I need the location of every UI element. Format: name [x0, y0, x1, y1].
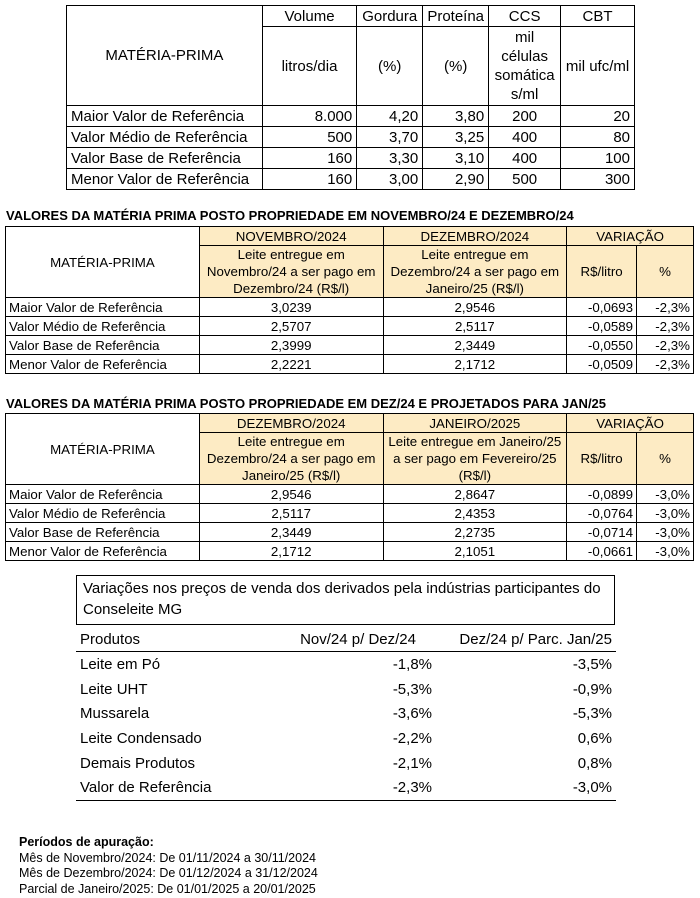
cell: 300	[561, 169, 635, 190]
cell: 500	[489, 169, 561, 190]
variation-unit: %	[637, 246, 694, 298]
variation-unit: %	[637, 433, 694, 485]
cell: -2,3%	[637, 355, 694, 374]
cell: 3,00	[357, 169, 423, 190]
cell: 8.000	[262, 106, 356, 127]
table-row	[76, 751, 616, 776]
cell: 3,30	[357, 148, 423, 169]
table-row	[67, 106, 635, 127]
col-header: Dez/24 p/ Parc. Jan/25	[436, 627, 616, 652]
cell: 2,2735	[383, 523, 567, 542]
row-label: Valor Médio de Referência	[6, 504, 200, 523]
col-header: Volume	[262, 6, 356, 27]
table-row	[6, 504, 694, 523]
cell: -0,0550	[567, 336, 637, 355]
cell: -0,0661	[567, 542, 637, 561]
product-name: Leite UHT	[80, 680, 148, 698]
col-header: DEZEMBRO/2024	[199, 414, 383, 433]
cell: 2,3449	[383, 336, 567, 355]
cell: -3,0%	[637, 523, 694, 542]
cell: 0,6%	[577, 729, 612, 747]
row-label: Valor Base de Referência	[6, 523, 200, 542]
cell: -2,2%	[392, 729, 432, 747]
col-description: Leite entregue em Dezembro/24 a ser pago em Janeiro/25 (R$/l)	[383, 246, 567, 298]
table-row	[6, 523, 694, 542]
cell: 2,9546	[199, 485, 383, 504]
variation-header: VARIAÇÃO	[567, 227, 694, 246]
col-header: CBT	[561, 6, 635, 27]
cell: 2,1712	[199, 542, 383, 561]
col-header: Gordura	[357, 6, 423, 27]
cell: -5,3%	[392, 680, 432, 698]
cell: 160	[262, 169, 356, 190]
dec-jan-prices-table	[5, 413, 694, 561]
cell: 2,4353	[383, 504, 567, 523]
cell: 2,1712	[383, 355, 567, 374]
row-label: Maior Valor de Referência	[6, 298, 200, 317]
cell: 3,70	[357, 127, 423, 148]
col-header: NOVEMBRO/2024	[199, 227, 383, 246]
note-line: Mês de Dezembro/2024: De 01/12/2024 a 31/12/2024	[19, 866, 318, 880]
cell: -5,3%	[572, 705, 612, 723]
col-header: Produtos	[76, 627, 266, 652]
cell: 500	[262, 127, 356, 148]
note-line: Parcial de Janeiro/2025: De 01/01/2025 a 20/01/2025	[19, 881, 316, 896]
col-header: DEZEMBRO/2024	[383, 227, 567, 246]
notes-title: Períodos de apuração:	[19, 835, 154, 849]
cell: 3,0239	[199, 298, 383, 317]
cell: 0,8%	[577, 754, 612, 772]
cell: 4,20	[357, 106, 423, 127]
table-row	[76, 726, 616, 751]
row-label: Valor Médio de Referência	[67, 127, 263, 148]
cell: -3,0%	[637, 542, 694, 561]
cell: 100	[561, 148, 635, 169]
cell: -0,0693	[567, 298, 637, 317]
row-label: Menor Valor de Referência	[6, 355, 200, 374]
periods-notes	[19, 835, 318, 897]
cell: 3,25	[423, 127, 489, 148]
row-label: Menor Valor de Referência	[67, 169, 263, 190]
table-row	[76, 652, 616, 677]
cell: 80	[561, 127, 635, 148]
variation-unit: R$/litro	[567, 433, 637, 485]
row-label: Menor Valor de Referência	[6, 542, 200, 561]
cell: -2,3%	[637, 317, 694, 336]
product-name: Leite em Pó	[80, 655, 161, 673]
row-header: MATÉRIA-PRIMA	[67, 6, 263, 106]
cell: -3,0%	[637, 485, 694, 504]
table-row	[67, 169, 635, 190]
section-title: VALORES DA MATÉRIA PRIMA POSTO PROPRIEDADE EM NOVEMBRO/24 E DEZEMBRO/24	[6, 208, 574, 223]
table-row	[6, 355, 694, 374]
table-row	[76, 775, 616, 800]
table-row	[76, 677, 616, 702]
cell: 3,80	[423, 106, 489, 127]
row-label: Valor Médio de Referência	[6, 317, 200, 336]
col-unit: (%)	[357, 27, 423, 106]
product-name: Leite Condensado	[80, 729, 202, 747]
derivatives-variation-table	[76, 627, 616, 801]
cell: 200	[489, 106, 561, 127]
row-header: MATÉRIA-PRIMA	[6, 227, 200, 298]
cell: 2,5707	[199, 317, 383, 336]
col-header: CCS	[489, 6, 561, 27]
cell: -2,1%	[392, 754, 432, 772]
table-row	[6, 336, 694, 355]
table-row	[67, 127, 635, 148]
row-header: MATÉRIA-PRIMA	[6, 414, 200, 485]
cell: -3,5%	[572, 655, 612, 673]
cell: -0,0764	[567, 504, 637, 523]
cell: 2,5117	[199, 504, 383, 523]
cell: 2,5117	[383, 317, 567, 336]
note-line: Mês de Novembro/2024: De 01/11/2024 a 30/11/2024	[19, 850, 316, 865]
cell: 2,90	[423, 169, 489, 190]
cell: 2,8647	[383, 485, 567, 504]
table-row	[6, 317, 694, 336]
nov-dec-prices-table	[5, 226, 694, 374]
row-label: Maior Valor de Referência	[6, 485, 200, 504]
cell: -0,0589	[567, 317, 637, 336]
cell: -3,6%	[392, 705, 432, 723]
col-unit: mil ufc/ml	[561, 27, 635, 106]
cell: 2,9546	[383, 298, 567, 317]
variation-unit: R$/litro	[567, 246, 637, 298]
reference-standards-table	[66, 5, 635, 190]
cell: 400	[489, 148, 561, 169]
cell: 2,3449	[199, 523, 383, 542]
cell: 2,2221	[199, 355, 383, 374]
col-unit: litros/dia	[262, 27, 356, 106]
col-unit: (%)	[423, 27, 489, 106]
cell: 160	[262, 148, 356, 169]
cell: -0,0899	[567, 485, 637, 504]
cell: 20	[561, 106, 635, 127]
row-label: Valor Base de Referência	[6, 336, 200, 355]
product-name: Mussarela	[80, 705, 150, 723]
cell: -3,0%	[637, 504, 694, 523]
col-unit: mil células somática s/ml	[489, 27, 561, 106]
col-description: Leite entregue em Dezembro/24 a ser pago em Janeiro/25 (R$/l)	[199, 433, 383, 485]
table-row	[67, 148, 635, 169]
col-header: Nov/24 p/ Dez/24	[266, 627, 436, 652]
row-label: Valor Base de Referência	[67, 148, 263, 169]
product-name: Demais Produtos	[80, 754, 196, 772]
cell: -0,0509	[567, 355, 637, 374]
product-name: Valor de Referência	[80, 779, 212, 797]
cell: 3,10	[423, 148, 489, 169]
row-label: Maior Valor de Referência	[67, 106, 263, 127]
col-header: JANEIRO/2025	[383, 414, 567, 433]
col-header: Proteína	[423, 6, 489, 27]
cell: -3,0%	[572, 779, 612, 797]
cell: -2,3%	[637, 336, 694, 355]
table-row	[6, 542, 694, 561]
cell: -2,3%	[392, 779, 432, 797]
table-row	[6, 485, 694, 504]
cell: -2,3%	[637, 298, 694, 317]
cell: 2,3999	[199, 336, 383, 355]
cell: 2,1051	[383, 542, 567, 561]
variations-caption: Variações nos preços de venda dos derivados pela indústrias participantes do Conseleite MG	[76, 575, 615, 625]
section-title: VALORES DA MATÉRIA PRIMA POSTO PROPRIEDADE EM DEZ/24 E PROJETADOS PARA JAN/25	[6, 396, 607, 411]
cell: 400	[489, 127, 561, 148]
col-description: Leite entregue em Janeiro/25 a ser pago em Fevereiro/25 (R$/l)	[383, 433, 567, 485]
cell: -1,8%	[392, 655, 432, 673]
col-description: Leite entregue em Novembro/24 a ser pago em Dezembro/24 (R$/l)	[199, 246, 383, 298]
cell: -0,0714	[567, 523, 637, 542]
table-row	[6, 298, 694, 317]
cell: -0,9%	[572, 680, 612, 698]
variation-header: VARIAÇÃO	[567, 414, 694, 433]
table-row	[76, 701, 616, 726]
